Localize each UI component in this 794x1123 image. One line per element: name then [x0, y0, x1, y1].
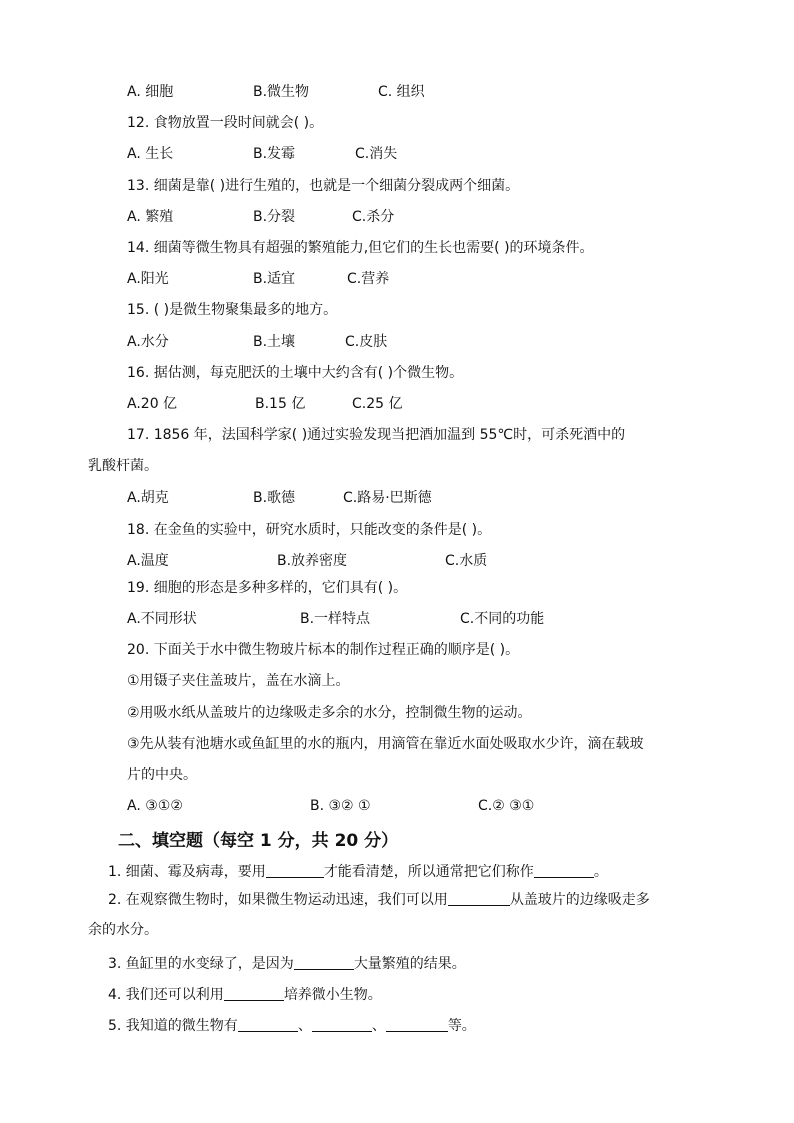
section-2-title: 二、填空题（每空 1 分，共 20 分） — [118, 831, 399, 851]
q14-option-a: A.阳光 — [127, 271, 169, 287]
question-13: 13. 细菌是靠( )进行生殖的，也就是一个细菌分裂成两个细菌。 — [127, 178, 520, 194]
q14-option-c: C.营养 — [347, 271, 390, 287]
q13-option-b: B.分裂 — [253, 209, 296, 225]
question-14: 14. 细菌等微生物具有超强的繁殖能力,但它们的生长也需要( )的环境条件。 — [127, 240, 594, 256]
fill-2-blank-1[interactable] — [448, 891, 510, 906]
fill-5-blank-2[interactable] — [312, 1017, 372, 1032]
question-20-step-1: ①用镊子夹住盖玻片，盖在水滴上。 — [127, 673, 350, 689]
question-12: 12. 食物放置一段时间就会( )。 — [127, 115, 324, 131]
question-18: 18. 在金鱼的实验中，研究水质时，只能改变的条件是( )。 — [127, 522, 492, 538]
q14-option-b: B.适宜 — [253, 271, 296, 287]
fill-5-separator-1: 、 — [297, 1018, 312, 1034]
fill-1-blank-1[interactable] — [266, 863, 324, 878]
q18-option-a: A.温度 — [127, 553, 169, 569]
q19-option-b: B.一样特点 — [300, 611, 371, 627]
q15-option-a: A.水分 — [127, 334, 169, 350]
fill-question-2 — [108, 890, 650, 910]
fill-4-blank-1[interactable] — [224, 986, 284, 1001]
fill-2-text-a: 2. 在观察微生物时，如果微生物运动迅速，我们可以用 — [108, 892, 448, 908]
fill-question-4 — [108, 985, 382, 1005]
fill-5-blank-3[interactable] — [386, 1017, 448, 1032]
q19-option-c: C.不同的功能 — [460, 611, 545, 627]
q17-option-b: B.歌德 — [253, 490, 296, 506]
fill-5-blank-1[interactable] — [238, 1017, 298, 1032]
fill-5-text-a: 5. 我知道的微生物有 — [108, 1018, 238, 1034]
question-20-step-3-line-1: ③先从装有池塘水或鱼缸里的水的瓶内，用滴管在靠近水面处吸取水少许，滴在载玻 — [127, 736, 644, 752]
q17-option-c: C.路易·巴斯德 — [343, 490, 432, 506]
q19-option-a: A.不同形状 — [127, 611, 197, 627]
q13-option-a: A. 繁殖 — [127, 209, 174, 225]
q20-option-a: A. ③①② — [127, 798, 183, 814]
question-20-step-2: ②用吸水纸从盖玻片的边缘吸走多余的水分，控制微生物的运动。 — [127, 705, 532, 721]
fill-1-text-c: 。 — [593, 864, 608, 880]
q18-option-b: B.放养密度 — [277, 553, 348, 569]
question-15: 15. ( )是微生物聚集最多的地方。 — [127, 302, 338, 318]
q20-option-b: B. ③② ① — [310, 798, 371, 814]
fill-1-text-b: 才能看清楚，所以通常把它们称作 — [323, 864, 534, 880]
question-16: 16. 据估测，每克肥沃的土壤中大约含有( )个微生物。 — [127, 365, 464, 381]
fill-3-blank-1[interactable] — [294, 955, 354, 970]
q13-option-c: C.杀分 — [352, 209, 395, 225]
fill-3-text-a: 3. 鱼缸里的水变绿了，是因为 — [108, 956, 294, 972]
fill-5-text-end: 等。 — [447, 1018, 476, 1034]
fill-5-separator-2: 、 — [371, 1018, 386, 1034]
q16-option-c: C.25 亿 — [352, 396, 403, 412]
fill-1-text-a: 1. 细菌、霉及病毒，要用 — [108, 864, 266, 880]
question-17-line-1: 17. 1856 年，法国科学家( )通过实验发现当把酒加温到 55℃时，可杀死酒中的 — [127, 427, 626, 443]
q12-option-a: A. 生长 — [127, 146, 174, 162]
q18-option-c: C.水质 — [445, 553, 488, 569]
q11-option-c: C. 组织 — [378, 84, 425, 100]
q17-option-a: A.胡克 — [127, 490, 169, 506]
q16-option-b: B.15 亿 — [255, 396, 306, 412]
fill-3-text-b: 大量繁殖的结果。 — [353, 956, 466, 972]
q11-option-b: B.微生物 — [253, 84, 310, 100]
fill-question-3 — [108, 954, 466, 974]
fill-1-blank-2[interactable] — [534, 863, 594, 878]
question-19: 19. 细胞的形态是多种多样的，它们具有( )。 — [127, 580, 408, 596]
q11-option-a: A. 细胞 — [127, 84, 174, 100]
fill-4-text-a: 4. 我们还可以利用 — [108, 987, 224, 1003]
fill-2-text-b: 从盖玻片的边缘吸走多 — [509, 892, 650, 908]
fill-question-2-line-2: 余的水分。 — [88, 922, 158, 938]
q15-option-c: C.皮肤 — [345, 334, 388, 350]
question-20-step-3-line-2: 片的中央。 — [127, 767, 197, 783]
fill-4-text-b: 培养微小生物。 — [283, 987, 382, 1003]
fill-question-5 — [108, 1016, 476, 1036]
q12-option-c: C.消失 — [355, 146, 398, 162]
question-17-line-2: 乳酸杆菌。 — [88, 458, 158, 474]
q16-option-a: A.20 亿 — [127, 396, 178, 412]
q15-option-b: B.土壤 — [253, 334, 296, 350]
question-20: 20. 下面关于水中微生物玻片标本的制作过程正确的顺序是( )。 — [127, 642, 520, 658]
q20-option-c: C.② ③① — [478, 798, 535, 814]
q12-option-b: B.发霉 — [253, 146, 296, 162]
fill-question-1 — [108, 862, 608, 882]
